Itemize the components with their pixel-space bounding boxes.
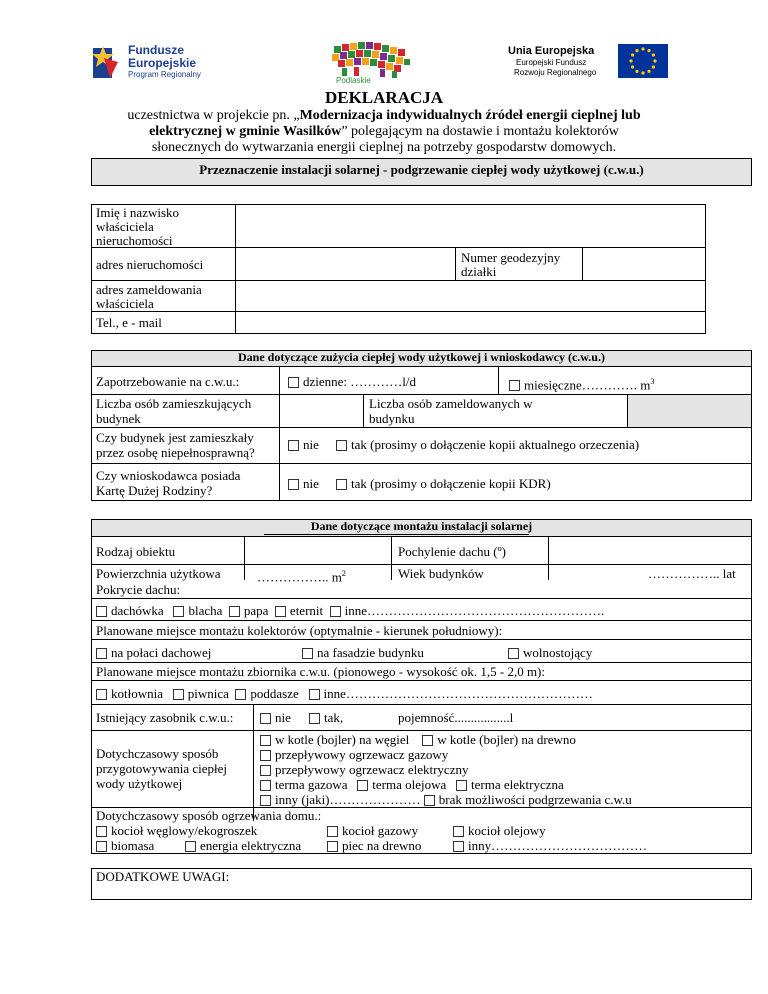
prep-other[interactable] — [260, 792, 421, 807]
tank-opt-0[interactable] — [96, 686, 163, 701]
tank-opt-0-checkbox[interactable] — [96, 689, 107, 700]
heat-coal-text: kocioł węglowy/ekogroszek — [111, 823, 258, 838]
intro-line1-pre: uczestnictwa w projekcie pn. „ — [127, 108, 300, 123]
heat-wood[interactable] — [327, 838, 421, 853]
parcel-field[interactable] — [584, 249, 704, 279]
collector-opt-1-text: na fasadzie budynku — [317, 645, 424, 660]
heat-el-checkbox[interactable] — [185, 841, 196, 852]
heat-oil-text: kocioł olejowy — [468, 823, 546, 838]
roof-opt-3[interactable] — [275, 603, 323, 618]
prep-wood[interactable] — [422, 732, 576, 747]
roof-opt-1[interactable] — [173, 603, 222, 618]
install-header: Dane dotyczące montażu instalacji solarnej — [310, 519, 533, 533]
prep-el-flow-checkbox[interactable] — [260, 765, 271, 776]
daily-checkbox[interactable] — [288, 377, 299, 388]
roof-opt-4-text: inne………………………………………………. — [344, 603, 605, 618]
roof-opt-3-text: eternit — [289, 603, 324, 618]
usage-row-line-2 — [91, 427, 752, 428]
heat-bio-text: biomasa — [111, 838, 155, 853]
heat-coal[interactable] — [96, 823, 257, 838]
prep-el-therm-text: terma elektryczna — [471, 777, 564, 792]
existing-divider — [253, 704, 254, 730]
roof-opt-4[interactable] — [330, 603, 605, 618]
owner-name-label-2: właściciela — [96, 219, 154, 234]
usage-row-line-3 — [91, 463, 752, 464]
demand-divider — [498, 366, 499, 394]
demand-label: Zapotrzebowanie na c.w.u.: — [96, 374, 240, 389]
eu-flag-icon — [618, 44, 668, 78]
collector-opt-0[interactable] — [96, 645, 211, 660]
collector-place-label: Planowane miejsce montażu kolektorów (optymalnie - kierunek południowy): — [96, 623, 503, 638]
parcel-divider-l — [455, 247, 456, 280]
roof-slope-field[interactable] — [550, 538, 750, 563]
collector-opt-2-checkbox[interactable] — [508, 648, 519, 659]
kdr-label-2: Kartę Dużej Rodziny? — [96, 483, 213, 498]
prep-oil-therm-text: terma olejowa — [372, 777, 447, 792]
collector-opt-2-text: wolnostojący — [523, 645, 593, 660]
roof-opt-0[interactable] — [96, 603, 164, 618]
intro-line2-post: ” polegającym na dostawie i montażu kolektorów — [341, 124, 619, 139]
heat-gas-checkbox[interactable] — [327, 826, 338, 837]
install-header-underline — [264, 534, 529, 535]
tank-opt-2[interactable] — [235, 686, 298, 701]
install-row-line-b — [91, 598, 752, 599]
document-title: DEKLARACJA — [324, 88, 444, 107]
roof-opt-1-checkbox[interactable] — [173, 606, 184, 617]
roof-opt-2[interactable] — [229, 603, 269, 618]
area-value[interactable] — [257, 566, 346, 584]
purpose-text: Przeznaczenie instalacji solarnej - podgrzewanie ciepłej wody użytkowej (c.w.u.) — [199, 162, 644, 177]
tank-opt-2-text: poddasze — [250, 686, 299, 701]
heat-coal-checkbox[interactable] — [96, 826, 107, 837]
contact-field[interactable] — [237, 313, 704, 333]
tank-opt-3[interactable] — [309, 686, 593, 701]
install-v2 — [391, 536, 392, 580]
daily-text: dzienne: …………l/d — [303, 374, 417, 389]
age-label: Wiek budynków — [398, 566, 484, 581]
roof-opt-3-checkbox[interactable] — [275, 606, 286, 617]
install-row-line-c — [91, 620, 752, 621]
heat-bio-checkbox[interactable] — [96, 841, 107, 852]
tank-opt-1-text: piwnica — [187, 686, 229, 701]
roof-opt-0-text: dachówka — [111, 603, 164, 618]
tank-options — [96, 686, 593, 701]
owner-name-label-3: nieruchomości — [96, 233, 173, 248]
eu-logo — [508, 42, 678, 86]
tank-opt-2-checkbox[interactable] — [235, 689, 246, 700]
disabled-yes-checkbox[interactable] — [336, 440, 347, 451]
install-row-line-d — [91, 639, 752, 640]
prep-gas-therm-text: terma gazowa — [275, 777, 348, 792]
tank-opt-3-text: inne………………………………………………… — [323, 686, 593, 701]
disabled-label-2: przez osobę niepełnosprawną? — [96, 445, 255, 460]
collector-opt-1[interactable] — [302, 645, 424, 660]
intro-line2-bold: elektrycznej w gminie Wasilków — [149, 124, 342, 139]
disabled-yes-option[interactable] — [336, 437, 639, 452]
install-v1 — [244, 536, 245, 580]
monthly-sup: 3 — [650, 377, 655, 386]
prep-label-2: przygotowywania ciepłej — [96, 761, 228, 776]
heat-el-text: energia elektryczna — [200, 838, 302, 853]
roofing-label: Pokrycie dachu: — [96, 582, 181, 597]
heat-oil-checkbox[interactable] — [453, 826, 464, 837]
install-row-line-f — [91, 680, 752, 681]
registered-count-field[interactable] — [627, 395, 751, 427]
eu-line1: Unia Europejska — [508, 45, 595, 57]
property-address-field[interactable] — [237, 249, 454, 279]
prep-el-therm-checkbox[interactable] — [456, 780, 467, 791]
existing-yes-option[interactable] — [309, 710, 343, 725]
roof-opt-4-checkbox[interactable] — [330, 606, 341, 617]
prep-el-flow-text: przepływowy ogrzewacz elektryczny — [275, 762, 469, 777]
existing-yes-text: tak, — [324, 710, 344, 725]
prep-other-text: inny (jaki)………………… — [275, 792, 421, 807]
existing-yes-checkbox[interactable] — [309, 713, 320, 724]
existing-no-checkbox[interactable] — [260, 713, 271, 724]
residents-label-2: budynek — [96, 411, 141, 426]
disabled-yes-text: tak (prosimy o dołączenie kopii aktualnego orzeczenia) — [351, 437, 640, 452]
prep-coal-text: w kotle (bojler) na węgiel — [275, 732, 410, 747]
fe-star-icon — [90, 44, 124, 80]
monthly-checkbox[interactable] — [509, 380, 520, 391]
fundusze-europejskie-logo — [90, 42, 230, 82]
podlaskie-logo — [328, 40, 414, 86]
prep-gas-therm[interactable] — [260, 777, 348, 792]
monthly-text: miesięczne…………. m — [524, 377, 651, 393]
tank-opt-3-checkbox[interactable] — [309, 689, 320, 700]
eu-line2: Europejski Fundusz — [516, 58, 587, 67]
prep-label-3: wody użytkowej — [96, 776, 183, 791]
kdr-no-text: nie — [303, 476, 319, 491]
heat-wood-checkbox[interactable] — [327, 841, 338, 852]
disabled-no-checkbox[interactable] — [288, 440, 299, 451]
intro-line2 — [0, 124, 768, 140]
disabled-no-text: nie — [303, 437, 319, 452]
area-sup: 2 — [341, 569, 346, 578]
prep-oil-therm-checkbox[interactable] — [357, 780, 368, 791]
residents-label-1: Liczba osób zamieszkujących — [96, 396, 252, 411]
roof-slope-label: Pochylenie dachu (º) — [398, 544, 506, 559]
prep-wood-checkbox[interactable] — [422, 735, 433, 746]
heat-gas-text: kocioł gazowy — [342, 823, 419, 838]
roof-opt-1-text: blacha — [188, 603, 223, 618]
capacity-field[interactable]: pojemność.................l — [398, 710, 514, 725]
disabled-label-1: Czy budynek jest zamieszkały — [96, 430, 254, 445]
usage-divider-v — [279, 366, 280, 501]
prep-gas-flow-checkbox[interactable] — [260, 750, 271, 761]
intro-line1 — [0, 108, 768, 124]
parcel-divider-r — [582, 247, 583, 280]
kdr-no-option[interactable] — [288, 476, 319, 491]
install-row-line-h — [91, 730, 752, 731]
object-type-field[interactable] — [246, 538, 390, 563]
heat-other[interactable] — [453, 838, 647, 853]
usage-header: Dane dotyczące zużycia ciepłej wody użytkowej i wnioskodawcy (c.w.u.) — [238, 350, 605, 364]
disabled-no-option[interactable] — [288, 437, 319, 452]
bison-mosaic-icon — [328, 40, 414, 80]
heat-other-text: inny……………………………… — [468, 838, 648, 853]
object-type-label: Rodzaj obiektu — [96, 544, 176, 559]
existing-tank-label: Istniejący zasobnik c.w.u.: — [96, 710, 234, 725]
collector-opt-1-checkbox[interactable] — [302, 648, 313, 659]
tank-opt-1-checkbox[interactable] — [173, 689, 184, 700]
registered-address-label-1: adres zameldowania — [96, 282, 202, 297]
registered-label-2: budynku — [369, 411, 415, 426]
fe-line2: Europejskie — [128, 56, 197, 70]
prep-el-therm[interactable] — [456, 777, 564, 792]
remarks-label: DODATKOWE UWAGI: — [96, 869, 230, 884]
collector-opt-2[interactable] — [508, 645, 592, 660]
prep-gas-therm-checkbox[interactable] — [260, 780, 271, 791]
install-v3 — [548, 536, 549, 580]
tank-opt-1[interactable] — [173, 686, 229, 701]
prep-other-checkbox[interactable] — [260, 795, 271, 806]
registered-address-field[interactable] — [237, 282, 704, 310]
kdr-label-1: Czy wnioskodawca posiada — [96, 468, 241, 483]
heat-oil[interactable] — [453, 823, 546, 838]
residents-count-field[interactable] — [281, 396, 361, 426]
owner-name-field[interactable] — [237, 206, 704, 246]
prep-coal[interactable] — [260, 732, 409, 747]
intro-line3: słonecznych do wytwarzania energii cieplnej na potrzeby gospodarstw domowych. — [151, 140, 617, 155]
area-label: Powierzchnia użytkowa — [96, 566, 221, 581]
heat-bio[interactable] — [96, 838, 154, 853]
contact-label: Tel., e - mail — [96, 315, 162, 330]
age-value[interactable]: …………….. lat — [648, 566, 736, 581]
property-address-label: adres nieruchomości — [96, 257, 204, 272]
roof-options — [96, 603, 604, 618]
owner-row-line-1 — [91, 247, 706, 248]
fe-line3: Program Regionalny — [128, 70, 201, 79]
install-row-line-e — [91, 662, 752, 663]
daily-option[interactable] — [288, 374, 416, 389]
existing-no-option[interactable] — [260, 710, 291, 725]
roof-opt-2-text: papa — [243, 603, 269, 618]
kdr-no-checkbox[interactable] — [288, 479, 299, 490]
prep-none-checkbox[interactable] — [424, 795, 435, 806]
kdr-yes-option[interactable] — [336, 476, 551, 491]
owner-name-label-1: Imię i nazwisko — [96, 205, 180, 220]
owner-row-line-2 — [91, 280, 706, 281]
roof-opt-0-checkbox[interactable] — [96, 606, 107, 617]
kdr-yes-text: tak (prosimy o dołączenie kopii KDR) — [351, 476, 551, 491]
intro-line1-bold: Modernizacja indywidualnych źródeł energii cieplnej lub — [299, 108, 641, 123]
owner-row-line-3 — [91, 311, 706, 312]
parcel-label-2: działki — [461, 264, 497, 279]
install-row-line-g — [91, 704, 752, 705]
prep-gas-flow[interactable] — [260, 747, 448, 762]
collector-opt-0-checkbox[interactable] — [96, 648, 107, 659]
heat-other-checkbox[interactable] — [453, 841, 464, 852]
area-value-text: …………….. m — [257, 569, 342, 585]
existing-no-text: nie — [275, 710, 291, 725]
prep-row-4 — [260, 777, 564, 792]
roof-opt-2-checkbox[interactable] — [229, 606, 240, 617]
tank-opt-0-text: kotłownia — [111, 686, 163, 701]
prep-gas-flow-text: przepływowy ogrzewacz gazowy — [275, 747, 449, 762]
prep-oil-therm[interactable] — [357, 777, 446, 792]
fe-line1: Fundusze — [128, 43, 184, 57]
prep-row-5 — [260, 792, 632, 807]
prep-wood-text: w kotle (bojler) na drewno — [437, 732, 576, 747]
install-row-line-a — [91, 564, 752, 565]
prep-none-text: brak możliwości podgrzewania c.w.u — [438, 792, 632, 807]
owner-divider-v — [235, 204, 236, 334]
prep-none[interactable] — [424, 792, 632, 807]
kdr-yes-checkbox[interactable] — [336, 479, 347, 490]
heat-el[interactable] — [185, 838, 301, 853]
registered-label-1: Liczba osób zameldowanych w — [369, 396, 533, 411]
prep-el-flow[interactable] — [260, 762, 468, 777]
prep-label-1: Dotychczasowy sposób — [96, 746, 219, 761]
heating-label: Dotychczasowy sposób ogrzewania domu.: — [96, 808, 322, 823]
tank-place-label: Planowane miejsce montażu zbiornika c.w.u. (pionowego - wysokość ok. 1,5 - 2,0 m): — [96, 664, 546, 679]
residents-divider-l — [363, 394, 364, 427]
podlaskie-label: Podlaskie — [336, 76, 371, 85]
prep-row-1 — [260, 732, 576, 747]
parcel-label-1: Numer geodezyjny — [461, 250, 561, 265]
registered-address-label-2: właściciela — [96, 296, 154, 311]
heat-wood-text: piec na drewno — [342, 838, 422, 853]
prep-coal-checkbox[interactable] — [260, 735, 271, 746]
heat-gas[interactable] — [327, 823, 418, 838]
eu-line3: Rozwoju Regionalnego — [514, 68, 597, 77]
monthly-option[interactable] — [509, 374, 654, 392]
collector-opt-0-text: na połaci dachowej — [111, 645, 212, 660]
